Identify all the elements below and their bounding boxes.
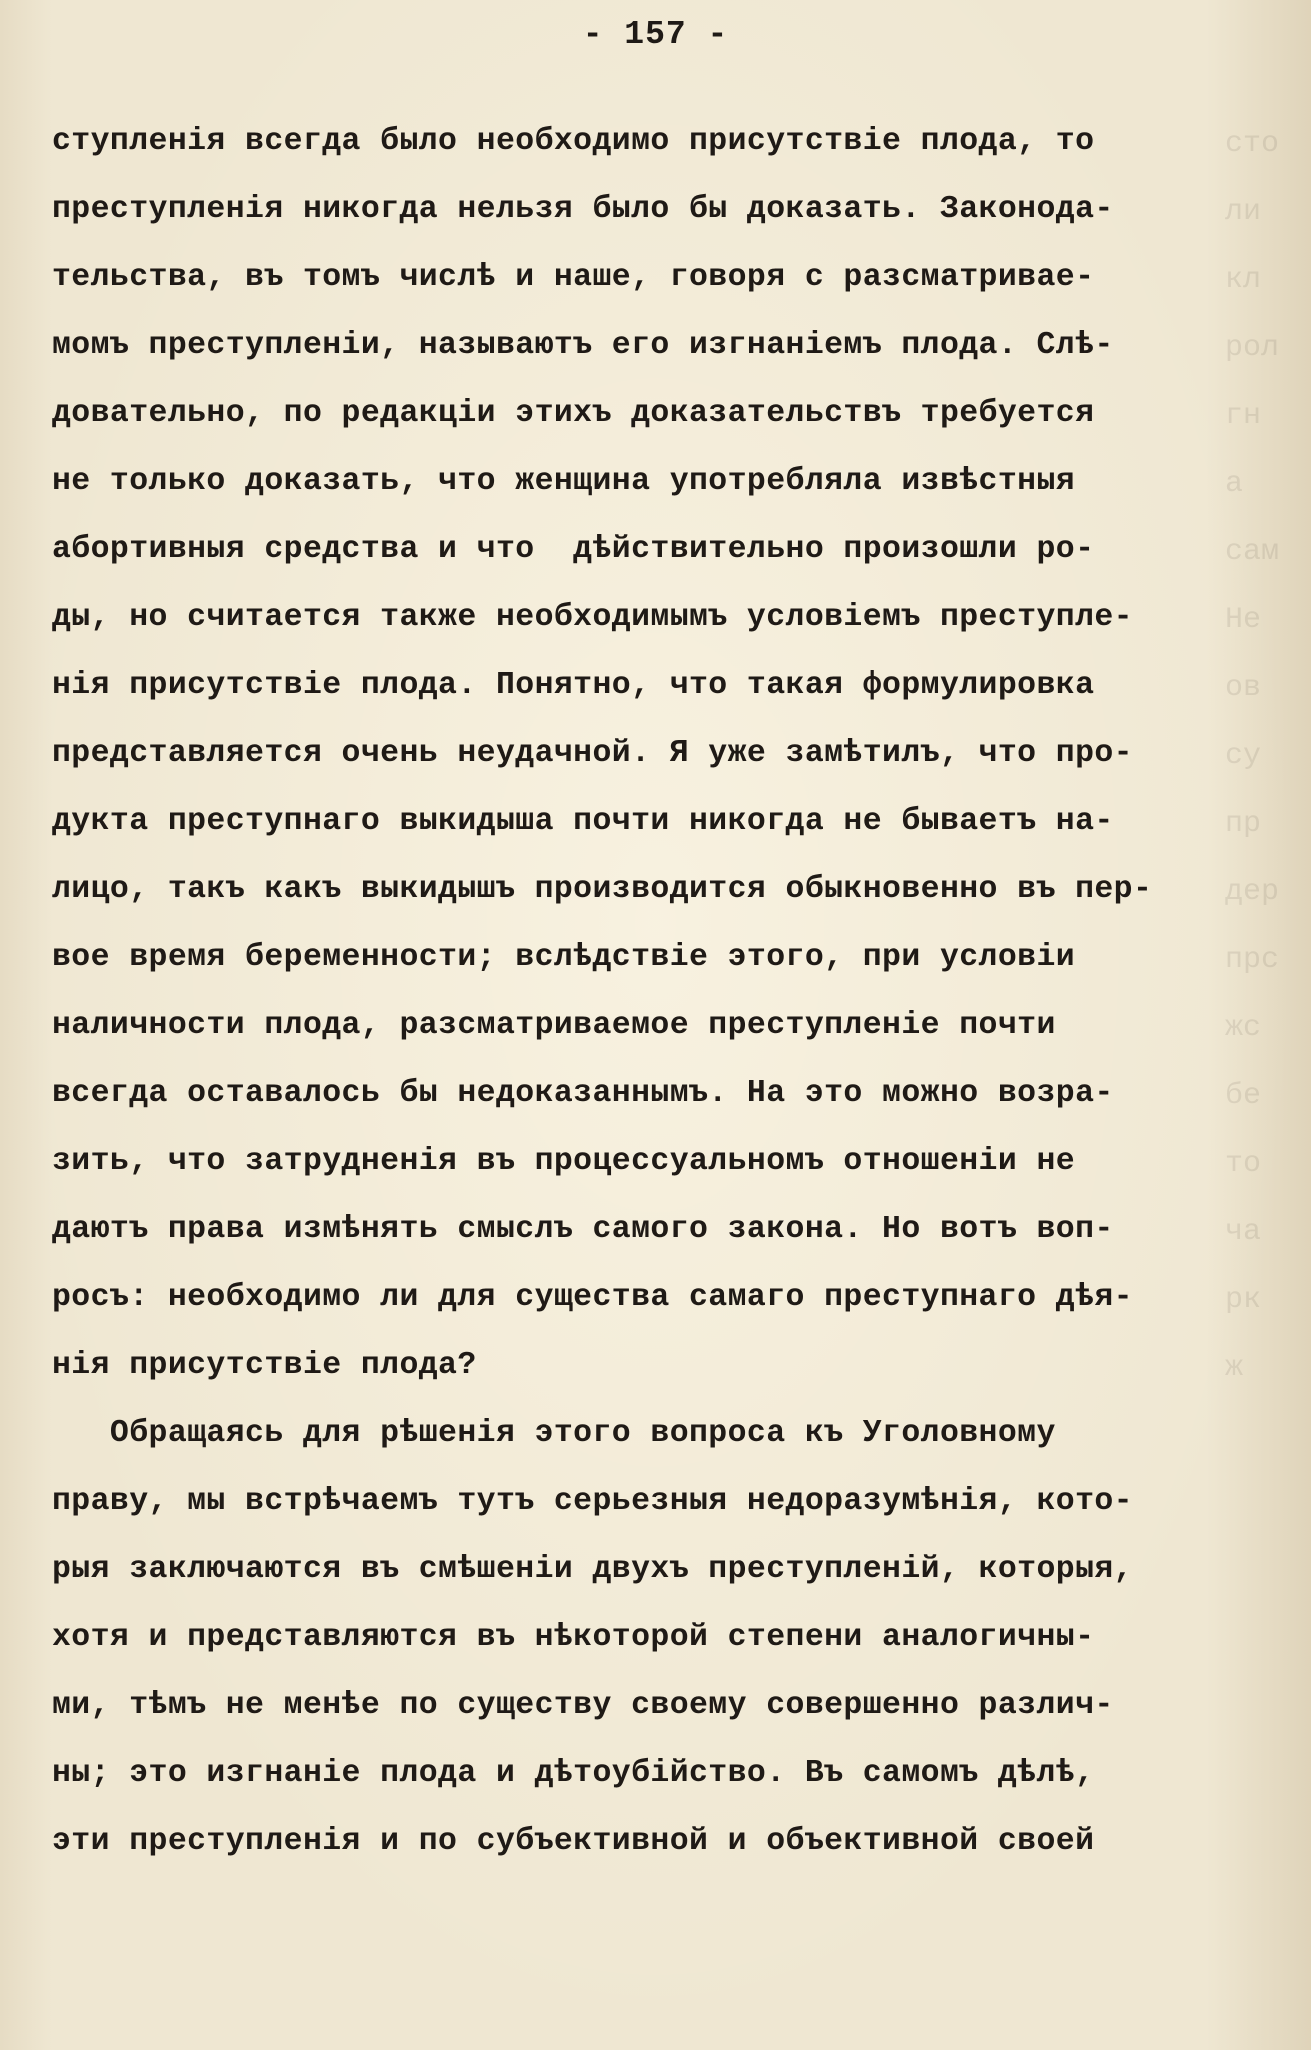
text-line: дукта преступнаго выкидыша почти никогда не бываетъ на-	[52, 804, 1114, 839]
text-line: нія присутствіе плода. Понятно, что такая формулировка	[52, 668, 1095, 703]
text-line: хотя и представляются въ нѣкоторой степени аналогичны-	[52, 1620, 1095, 1655]
text-line: не только доказать, что женщина употребляла извѣстныя	[52, 464, 1076, 499]
text-line: довательно, по редакціи этихъ доказательствъ требуется	[52, 396, 1095, 431]
text-line: эти преступленія и по субъективной и объективной своей	[52, 1824, 1095, 1859]
text-line: праву, мы встрѣчаемъ тутъ серьезныя недоразумѣнія, кото-	[52, 1484, 1133, 1519]
text-line: преступленія никогда нельзя было бы доказать. Законода-	[52, 192, 1114, 227]
text-line: даютъ права измѣнять смыслъ самого закона. Но вотъ воп-	[52, 1212, 1114, 1247]
text-line: ми, тѣмъ не менѣе по существу своему совершенно различ-	[52, 1688, 1114, 1723]
text-line: ны; это изгнаніе плода и дѣтоубійство. Въ самомъ дѣлѣ,	[52, 1756, 1095, 1791]
paragraph-start-line: Обращаясь для рѣшенія этого вопроса къ Уголовному	[52, 1416, 1056, 1451]
bleed-through-texture: сто ли кл рол гн а сам Не ов су пр дер прс жс бе то ча рк ж	[1225, 127, 1280, 1385]
text-line: абортивныя средства и что дѣйствительно произошли ро-	[52, 532, 1095, 567]
text-line: тельства, въ томъ числѣ и наше, говоря с разсматривае-	[52, 260, 1095, 295]
text-line: ды, но считается также необходимымъ условіемъ преступле-	[52, 600, 1133, 635]
text-line: всегда оставалось бы недоказаннымъ. На это можно возра-	[52, 1076, 1114, 1111]
text-line: вое время беременности; вслѣдствіе этого, при условіи	[52, 940, 1076, 975]
text-line: лицо, такъ какъ выкидышъ производится обыкновенно въ пер-	[52, 872, 1153, 907]
body-text	[52, 122, 1242, 1890]
text-line: представляется очень неудачной. Я уже замѣтилъ, что про-	[52, 736, 1133, 771]
text-line: зить, что затрудненія въ процессуальномъ отношеніи не	[52, 1144, 1076, 1179]
text-line: наличности плода, разсматриваемое преступленіе почти	[52, 1008, 1056, 1043]
text-line: нія присутствіе плода?	[52, 1348, 477, 1383]
text-line: росъ: необходимо ли для существа самаго преступнаго дѣя-	[52, 1280, 1133, 1315]
text-line: рыя заключаются въ смѣшеніи двухъ преступленій, которыя,	[52, 1552, 1133, 1587]
text-line: момъ преступленіи, называютъ его изгнаніемъ плода. Слѣ-	[52, 328, 1114, 363]
text-line: ступленія всегда было необходимо присутствіе плода, то	[52, 124, 1095, 159]
page-number: - 157 -	[582, 16, 729, 53]
